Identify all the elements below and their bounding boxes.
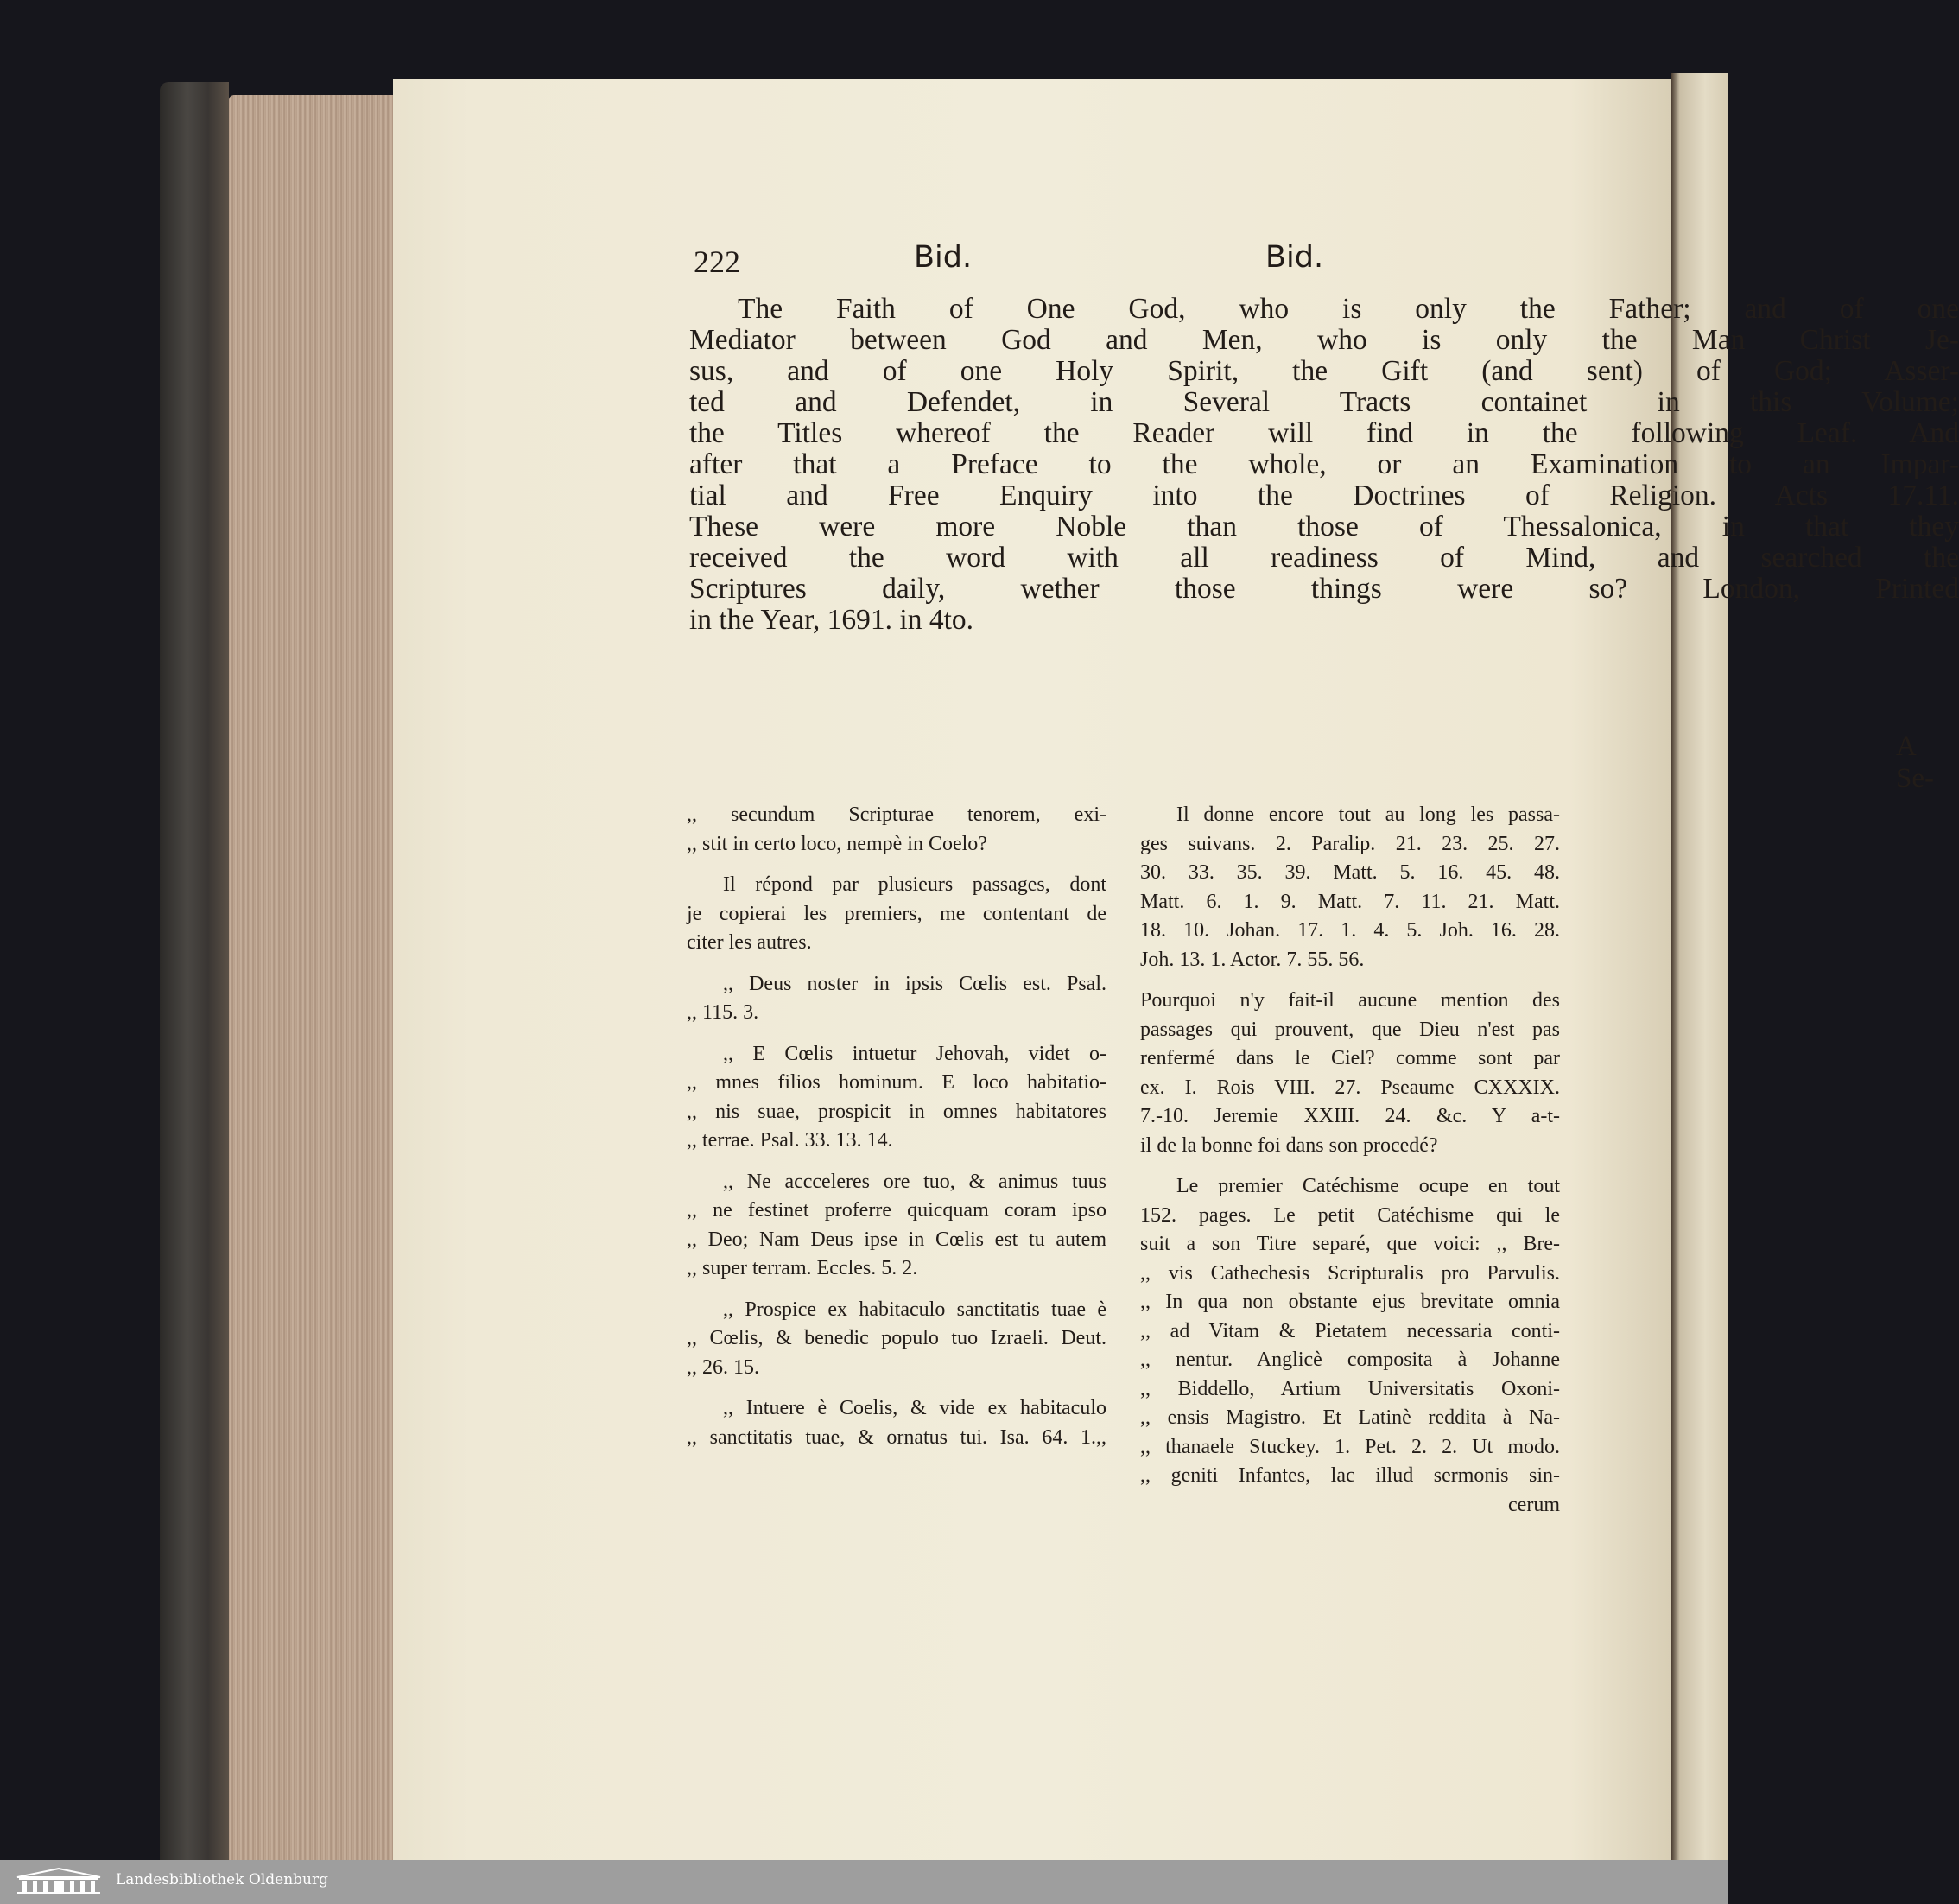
text-line: Joh. 13. 1. Actor. 7. 55. 56. [1140, 948, 1365, 971]
text-line: ,, In qua non obstante ejus brevitate omnia [1140, 1291, 1560, 1313]
text-line: ,, geniti Infantes, lac illud sermonis sin- [1140, 1464, 1560, 1487]
text-line: Il donne encore tout au long les passa- [1176, 803, 1560, 826]
paragraph [687, 1040, 1106, 1156]
paragraph [687, 801, 1106, 859]
paragraph [1140, 1172, 1560, 1491]
text-line: Pourquoi n'y fait-il aucune mention des [1140, 989, 1560, 1012]
text-line: 18. 10. Johan. 17. 1. 4. 5. Joh. 16. 28. [1140, 919, 1560, 942]
entry-line: tial and Free Enquiry into the Doctrines of Religion. Acts 17.11. [689, 479, 1959, 511]
catchword-column: cerum [1508, 1493, 1560, 1516]
page-leaves-edge [229, 95, 393, 1870]
text-line: ,, nentur. Anglicè composita à Johanne [1140, 1349, 1560, 1371]
text-line: ,, E Cœlis intuetur Jehovah, videt o- [723, 1042, 1106, 1065]
book-page [393, 79, 1959, 1875]
text-line: citer les autres. [687, 931, 812, 954]
book-spine-edge [160, 82, 229, 1879]
entry-line: The Faith of One God, who is only the Father; and of one [738, 293, 1959, 325]
footer-bar [0, 1860, 1728, 1904]
paragraph [687, 1168, 1106, 1284]
text-line: renfermé dans le Ciel? comme sont par [1140, 1047, 1560, 1069]
paragraph [687, 970, 1106, 1028]
text-line: 152. pages. Le petit Catéchisme qui le [1140, 1203, 1560, 1227]
text-line: passages qui prouvent, que Dieu n'est pas [1140, 1018, 1560, 1041]
paragraph [687, 1394, 1106, 1452]
text-line: suit a son Titre separé, que voici: ,, Bre- [1140, 1233, 1560, 1255]
text-line: ,, mnes filios hominum. E loco habitatio- [687, 1071, 1106, 1094]
text-line: 30. 33. 35. 39. Matt. 5. 16. 45. 48. [1140, 861, 1560, 884]
text-line: ,, ne festinet proferre quicquam coram ipso [687, 1199, 1106, 1222]
text-line: ,, Cœlis, & benedic populo tuo Izraeli. Deut. [687, 1327, 1106, 1349]
text-line: ,, secundum Scripturae tenorem, exi- [687, 803, 1106, 826]
text-line: ,, Deus noster in ipsis Cœlis est. Psal. [723, 972, 1106, 995]
left-column [687, 801, 1106, 1526]
text-line: ,, ad Vitam & Pietatem necessaria conti- [1140, 1319, 1560, 1342]
paragraph [687, 1296, 1106, 1383]
catchword-entry: A Se- [1896, 731, 1934, 794]
entry-line: These were more Noble than those of Thessalonica, in that they [689, 511, 1959, 543]
text-line: ,, terrae. Psal. 33. 13. 14. [687, 1129, 893, 1152]
text-line: ,, 26. 15. [687, 1355, 759, 1379]
text-line: ex. I. Rois VIII. 27. Pseaume CXXXIX. [1140, 1076, 1560, 1099]
running-head-left: Bid. [914, 240, 973, 275]
text-line: ,, 115. 3. [687, 1001, 759, 1024]
bibliographic-entry [689, 294, 1959, 743]
text-line: Le premier Catéchisme ocupe en tout [1176, 1175, 1560, 1197]
entry-line: in the Year, 1691. in 4to. [689, 604, 973, 636]
entry-line: sus, and of one Holy Spirit, the Gift (and sent) of God; Asser- [689, 355, 1959, 387]
right-column [1140, 801, 1560, 1526]
running-head-right: Bid. [1265, 240, 1324, 275]
paragraph [1140, 801, 1560, 974]
text-line: ,, super terram. Eccles. 5. 2. [687, 1257, 918, 1279]
entry-line: the Titles whereof the Reader will find in the following Leaf. And [689, 417, 1959, 449]
text-line: ,, Deo; Nam Deus ipse in Cœlis est tu autem [687, 1228, 1106, 1251]
text-line: Matt. 6. 1. 9. Matt. 7. 11. 21. Matt. [1140, 890, 1560, 913]
text-line: ,, Prospice ex habitaculo sanctitatis tuae è [723, 1298, 1106, 1321]
text-line: je copierai les premiers, me contentant de [687, 902, 1106, 925]
paragraph [1140, 987, 1560, 1160]
entry-line: Mediator between God and Men, who is only the Man Christ Je- [689, 324, 1959, 356]
text-line: ,, stit in certo loco, nempè in Coelo? [687, 832, 987, 855]
text-line: ,, vis Cathechesis Scripturalis pro Parvulis. [1140, 1261, 1560, 1285]
text-line: il de la bonne foi dans son procedé? [1140, 1133, 1438, 1157]
entry-line: Scriptures daily, wether those things were so? London, Printed [689, 573, 1959, 605]
text-line: ,, sanctitatis tuae, & ornatus tui. Isa. 64. 1.,, [687, 1425, 1106, 1449]
text-line: ,, nis suae, prospicit in omnes habitatores [687, 1100, 1106, 1123]
text-line: ,, Biddello, Artium Universitatis Oxoni- [1140, 1377, 1560, 1400]
entry-line: received the word with all readiness of Mind, and searched the [689, 542, 1959, 574]
text-line: ,, Ne accceleres ore tuo, & animus tuus [723, 1170, 1106, 1193]
page-number: 222 [694, 244, 740, 279]
entry-line: ted and Defendet, in Several Tracts containet in this Volume; [689, 386, 1959, 418]
paragraph [687, 871, 1106, 958]
library-building-icon [14, 1867, 104, 1896]
entry-line: after that a Preface to the whole, or an Examination to an Impar- [689, 448, 1959, 480]
text-line: ,, ensis Magistro. Et Latinè reddita à Na- [1140, 1406, 1560, 1429]
text-line: ,, Intuere è Coelis, & vide ex habitaculo [723, 1397, 1106, 1419]
text-line: ges suivans. 2. Paralip. 21. 23. 25. 27. [1140, 832, 1560, 855]
text-line: 7.-10. Jeremie XXIII. 24. &c. Y a-t- [1140, 1105, 1560, 1127]
text-line: Il répond par plusieurs passages, dont [723, 873, 1106, 896]
text-line: ,, thanaele Stuckey. 1. Pet. 2. 2. Ut modo. [1140, 1435, 1560, 1458]
library-name: Landesbibliothek Oldenburg [116, 1871, 329, 1888]
